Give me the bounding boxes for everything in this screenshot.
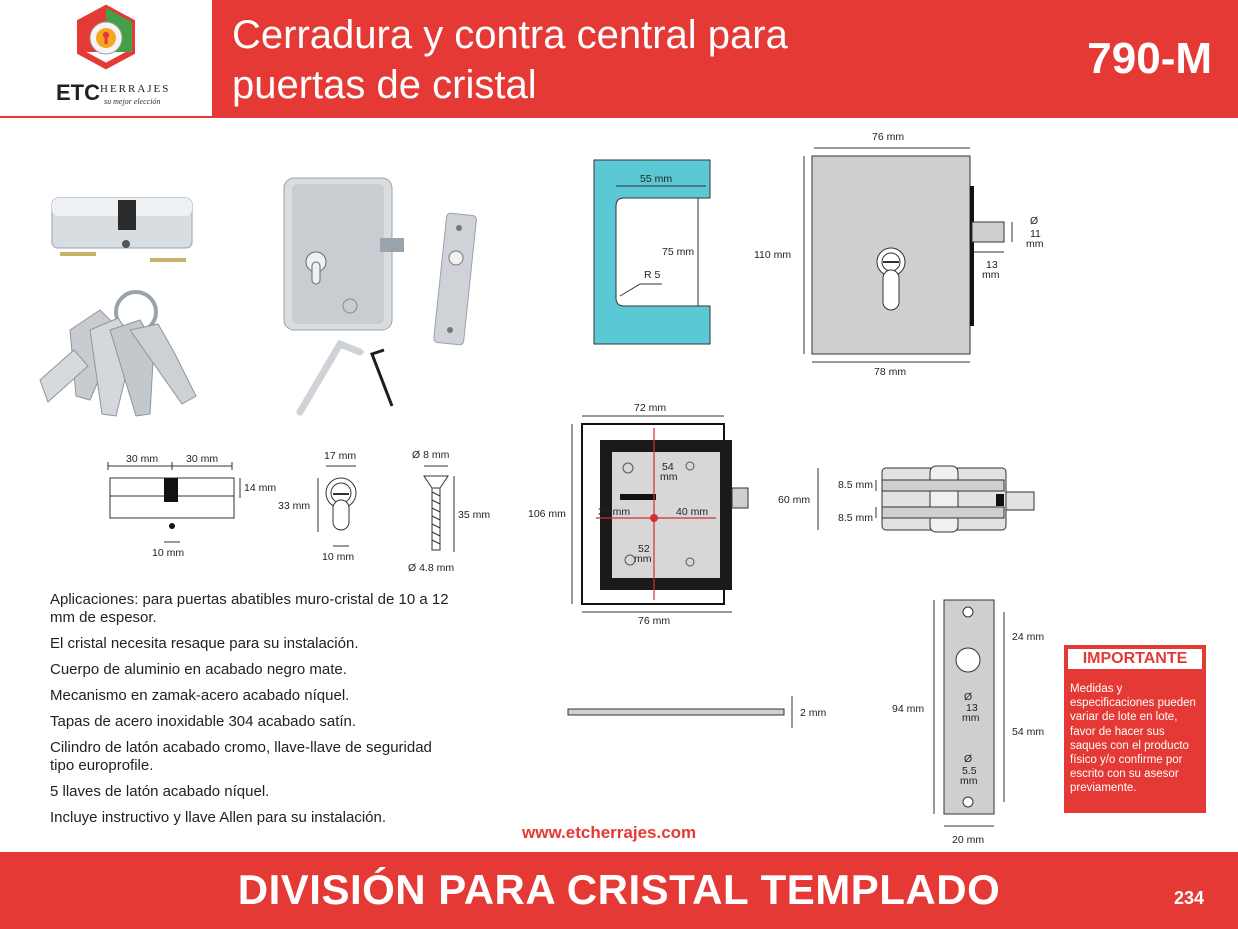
dim-strike-dv: 13 [966, 702, 978, 714]
dim-lock-bolt-lu: mm [982, 269, 1000, 281]
dim-screw-l: 35 mm [458, 509, 491, 521]
dim-screw-d: Ø 8 mm [412, 449, 450, 461]
lock-cylinder-photo [52, 198, 192, 262]
lock-body-photo [284, 178, 404, 330]
spec-item: Cilindro de latón acabado cromo, llave-llave de seguridad tipo europrofile. [50, 739, 432, 774]
dim-strike-d2u: mm [960, 775, 978, 787]
dim-lock-bolt-u: mm [1026, 238, 1044, 250]
glass-cutout-drawing [594, 160, 710, 344]
dim-cyl-b: 30 mm [186, 453, 219, 465]
dim-lock-bolt-l: 13 [986, 259, 998, 271]
dim-cyl-h: 14 mm [244, 482, 277, 494]
important-title: IMPORTANTE [1068, 649, 1202, 669]
dim-strike-du: mm [962, 712, 980, 724]
strike-drawing [892, 600, 1044, 846]
allen-keys-photo [300, 344, 392, 412]
important-text: Medidas y especificaciones pueden variar de lote en lote, favor de hacer sus saques con el producto físico y/o confirme por escrito con su asesor previamente. [1070, 683, 1196, 795]
lock-interior-drawing [528, 402, 748, 627]
dim-lock-bolt-v: 11 [1030, 228, 1041, 240]
dim-int-w: 72 mm [634, 402, 667, 414]
title-line-2: puertas de cristal [232, 63, 537, 107]
dim-lock-bolt-d: Ø [1030, 215, 1039, 227]
dim-int-v2u: mm [634, 553, 652, 565]
screw-drawing [408, 449, 490, 574]
dim-lock-h: 110 mm [754, 249, 792, 261]
dim-lock-bot: 78 mm [874, 366, 907, 378]
logo-brand: ETC [56, 80, 100, 105]
dim-cyl-a: 30 mm [126, 453, 159, 465]
spec-item: El cristal necesita resaque para su instalación. [50, 635, 359, 652]
dim-side-a: 8.5 mm [838, 479, 874, 491]
dim-strike-b: 54 mm [1012, 726, 1045, 738]
dim-int-h: 106 mm [528, 508, 566, 520]
dim-strike-d2v: 5.5 [962, 765, 977, 777]
page-number: 234 [1173, 888, 1204, 908]
dim-cyl-front-b: 10 mm [322, 551, 355, 563]
dim-int-bot: 76 mm [638, 615, 671, 627]
website-link[interactable]: www.etcherrajes.com [522, 823, 697, 842]
dim-cyl-cam: 10 mm [152, 547, 185, 559]
dim-cyl-front-w: 17 mm [324, 450, 357, 462]
dim-cyl-front-h: 33 mm [278, 500, 311, 512]
dim-glass-h: 75 mm [662, 246, 695, 258]
dim-int-r: 40 mm [676, 506, 709, 518]
title-line-1: Cerradura y contra central para [232, 13, 788, 57]
spec-item: Mecanismo en zamak-acero acabado níquel. [50, 687, 350, 704]
dim-strike-w: 20 mm [952, 834, 985, 846]
cylinder-front-drawing [278, 450, 356, 563]
plate-drawing [568, 696, 827, 728]
lock-side-drawing [778, 466, 1034, 532]
dim-screw-d2: Ø 4.8 mm [408, 562, 455, 574]
dim-glass-w: 55 mm [640, 173, 673, 185]
dim-strike-d: Ø [964, 691, 973, 703]
strike-plate-photo [433, 213, 476, 345]
dim-int-v1u: mm [660, 471, 678, 483]
dim-side-b: 8.5 mm [838, 512, 874, 524]
dim-side-h: 60 mm [778, 494, 811, 506]
dim-lock-top: 76 mm [872, 131, 905, 143]
dim-strike-d2: Ø [964, 753, 973, 765]
dim-strike-a: 24 mm [1012, 631, 1045, 643]
dim-int-v1: 54 [662, 461, 674, 473]
logo-brand-sub: HERRAJES [100, 83, 171, 95]
lock-front-drawing [754, 131, 1044, 378]
cylinder-drawing [108, 453, 276, 559]
dim-int-l: 36 mm [598, 506, 631, 518]
specs-list [50, 591, 450, 835]
dim-glass-r: R 5 [644, 269, 661, 281]
spec-item: Cuerpo de aluminio en acabado negro mate. [50, 661, 347, 678]
product-code: 790-M [1087, 34, 1212, 83]
logo-tagline: su mejor elección [104, 97, 161, 106]
keys-photo [40, 292, 196, 416]
dim-plate-t: 2 mm [800, 707, 827, 719]
spec-item: Tapas de acero inoxidable 304 acabado satín. [50, 713, 357, 730]
spec-item: Incluye instructivo y llave Allen para su instalación. [50, 809, 387, 826]
dim-strike-h: 94 mm [892, 703, 925, 715]
spec-item: 5 llaves de latón acabado níquel. [50, 783, 270, 800]
dim-int-v2: 52 [638, 543, 650, 555]
footer-title: DIVISIÓN PARA CRISTAL TEMPLADO [237, 866, 1001, 913]
spec-item: Aplicaciones: para puertas abatibles muro-cristal de 10 a 12 mm de espesor. [50, 591, 449, 626]
